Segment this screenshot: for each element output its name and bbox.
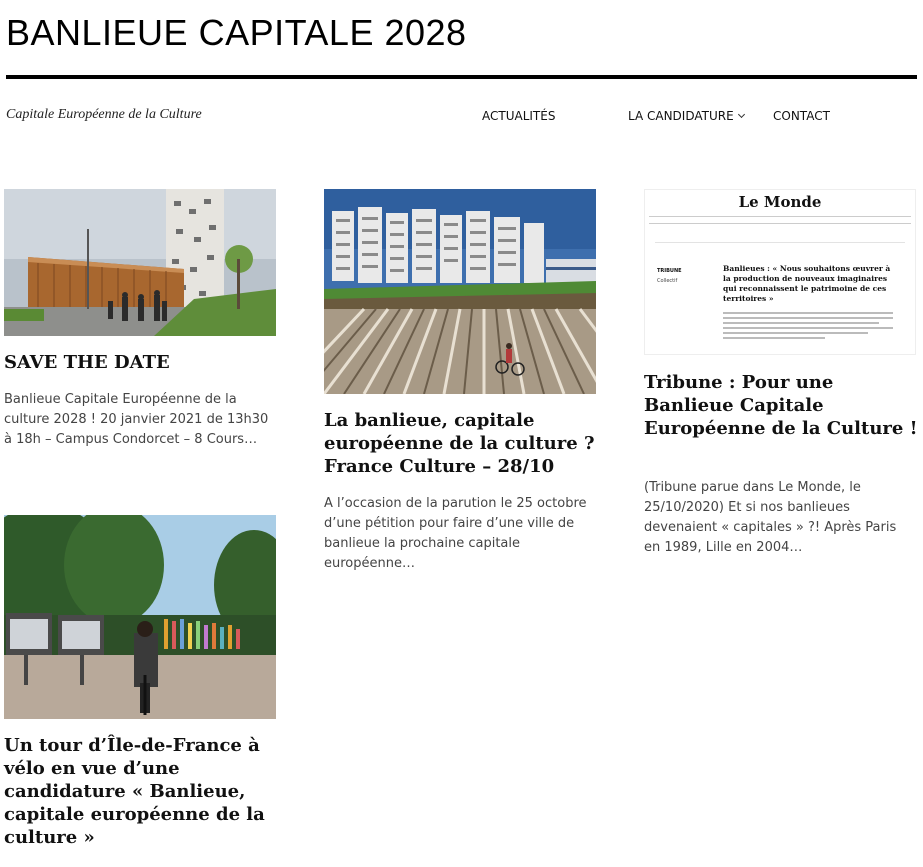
- cyclist-park-photo: [4, 515, 276, 719]
- wooden-building-photo: [4, 189, 276, 336]
- main-nav: [0, 109, 923, 129]
- newspaper-section: TRIBUNE: [657, 268, 682, 274]
- nav-item-contact[interactable]: [773, 109, 830, 123]
- nav-item-la-candidature[interactable]: [628, 109, 744, 123]
- nav-item-label: LA CANDIDATURE: [628, 109, 734, 123]
- nav-item-label: ACTUALITÉS: [482, 109, 556, 123]
- post-title[interactable]: Tribune : Pour une Banlieue Capitale Européenne de la Culture !: [644, 372, 918, 439]
- chevron-down-icon: [738, 111, 745, 118]
- post-thumbnail[interactable]: [4, 515, 276, 719]
- nav-item-actualites[interactable]: [482, 109, 555, 123]
- post-excerpt: (Tribune parue dans Le Monde, le 25/10/2020) Et si nos banlieues devenaient « capitales » ?! Après Paris en 1989, Lille en 2004…: [644, 480, 897, 555]
- header-divider: [6, 75, 917, 79]
- post-title[interactable]: La banlieue, capitale européenne de la culture ? France Culture – 28/10: [324, 410, 595, 477]
- post-title[interactable]: Un tour d’Île-de-France à vélo en vue d’une candidature « Banlieue, capitale européenne de la culture »: [4, 735, 265, 848]
- newspaper-toolbar: [649, 216, 911, 224]
- nav-item-label: CONTACT: [773, 109, 830, 123]
- newspaper-masthead: Le Monde: [738, 193, 822, 211]
- post-title[interactable]: SAVE THE DATE: [4, 352, 170, 373]
- post-thumbnail[interactable]: [644, 189, 916, 355]
- post-thumbnail[interactable]: [4, 189, 276, 336]
- housing-estate-photo: [324, 189, 596, 394]
- newspaper-subbar: [655, 242, 905, 243]
- site-title[interactable]: BANLIEUE CAPITALE 2028: [6, 12, 467, 53]
- post-excerpt: A l’occasion de la parution le 25 octobre d’une pétition pour faire d’une ville de banlieue la prochaine capitale européenne…: [324, 496, 587, 571]
- site-tagline: Capitale Européenne de la Culture: [6, 107, 202, 122]
- newspaper-headline: Banlieues : « Nous souhaitons œuvrer à la production de nouveaux imaginaires qui reconnaissent le patrimoine de ces territoires »: [723, 264, 891, 303]
- newspaper-body-lines: [723, 312, 893, 342]
- post-excerpt: Banlieue Capitale Européenne de la culture 2028 ! 20 janvier 2021 de 13h30 à 18h – Campus Condorcet – 8 Cours…: [4, 392, 269, 447]
- post-thumbnail[interactable]: [324, 189, 596, 394]
- newspaper-collective: Collectif: [657, 278, 678, 284]
